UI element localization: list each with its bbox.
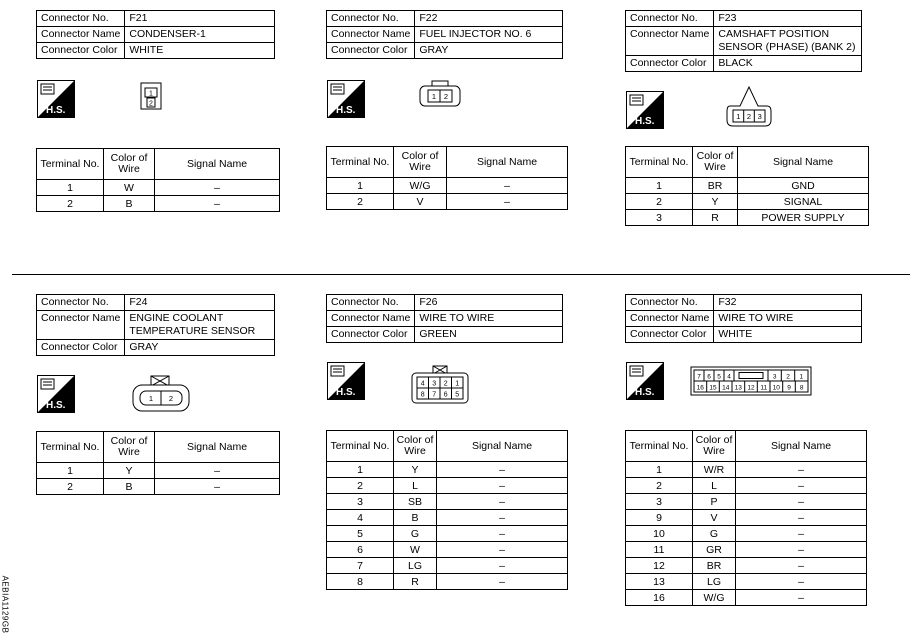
color-of-wire-header: Color of Wire xyxy=(104,149,155,180)
pin-label: 4 xyxy=(727,373,731,381)
terminal-cell: 13 xyxy=(626,574,693,590)
pin-label: 10 xyxy=(772,384,780,392)
pin-label: 1 xyxy=(455,380,460,388)
wire-color-cell: GR xyxy=(693,542,736,558)
wire-color-cell: G xyxy=(394,526,437,542)
wire-color-cell: BR xyxy=(693,558,736,574)
connector-name-value: CONDENSER-1 xyxy=(125,27,275,43)
terminal-cell: 4 xyxy=(327,510,394,526)
wire-color-cell: LG xyxy=(693,574,736,590)
connector-name-line: SENSOR (PHASE) (BANK 2) xyxy=(718,41,856,53)
wire-color-cell: R xyxy=(394,574,437,590)
pin-label: 2 xyxy=(443,92,449,101)
connector-info-table xyxy=(326,294,563,343)
table-row xyxy=(327,194,568,210)
wire-color-cell: Y xyxy=(394,462,437,478)
terminal-cell: 1 xyxy=(37,463,104,479)
signal-name-header: Signal Name xyxy=(155,432,280,463)
terminal-cell: 5 xyxy=(327,526,394,542)
connector-f32 xyxy=(625,294,862,343)
connector-f22 xyxy=(326,10,563,59)
terminal-cell: 8 xyxy=(327,574,394,590)
table-row xyxy=(327,462,568,478)
connector-no-label: Connector No. xyxy=(626,11,714,27)
connector-color-label: Connector Color xyxy=(626,56,714,72)
wire-color-cell: W xyxy=(394,542,437,558)
signal-name-header: Signal Name xyxy=(738,147,869,178)
pin-label: 3 xyxy=(432,380,437,388)
terminal-table-f23 xyxy=(625,146,869,226)
terminal-cell: 12 xyxy=(626,558,693,574)
wire-color-cell: BR xyxy=(693,178,738,194)
connector-name-value: FUEL INJECTOR NO. 6 xyxy=(415,27,563,43)
terminal-cell: 3 xyxy=(626,494,693,510)
connector-f22-diagram xyxy=(418,80,462,108)
signal-cell: – xyxy=(736,510,867,526)
wire-color-cell: P xyxy=(693,494,736,510)
pin-label: 7 xyxy=(697,373,701,381)
wire-color-cell: V xyxy=(394,194,447,210)
table-row xyxy=(626,210,869,226)
connector-f21-diagram xyxy=(138,82,164,110)
connector-no-label: Connector No. xyxy=(37,11,125,27)
table-row xyxy=(327,494,568,510)
terminal-cell: 3 xyxy=(626,210,693,226)
connector-no-value: F23 xyxy=(714,11,862,27)
connector-no-value: F24 xyxy=(125,295,275,311)
wire-color-cell: B xyxy=(394,510,437,526)
table-row xyxy=(327,478,568,494)
pin-label: 12 xyxy=(747,384,755,392)
connector-no-label: Connector No. xyxy=(37,295,125,311)
table-row xyxy=(37,196,280,212)
connector-color-value: WHITE xyxy=(125,43,275,59)
color-of-wire-header: Color of Wire xyxy=(693,431,736,462)
harness-side-icon xyxy=(37,375,75,413)
signal-cell: POWER SUPPLY xyxy=(738,210,869,226)
table-row xyxy=(327,178,568,194)
connector-info-table xyxy=(625,294,862,343)
pin-label: 2 xyxy=(746,112,752,121)
pin-label: 3 xyxy=(772,373,777,381)
signal-cell: – xyxy=(736,494,867,510)
signal-cell: – xyxy=(437,494,568,510)
signal-name-header: Signal Name xyxy=(447,147,568,178)
connector-f26 xyxy=(326,294,563,343)
connector-color-value: GRAY xyxy=(415,43,563,59)
signal-cell: – xyxy=(437,462,568,478)
pin-label: 2 xyxy=(786,373,790,381)
signal-name-header: Signal Name xyxy=(155,149,280,180)
pin-label: 16 xyxy=(696,384,704,392)
connector-name-label: Connector Name xyxy=(37,311,125,340)
terminal-no-header: Terminal No. xyxy=(37,149,104,180)
figure-code: AEBIA1129GB xyxy=(0,575,10,634)
pin-label: 2 xyxy=(443,380,448,388)
terminal-cell: 11 xyxy=(626,542,693,558)
table-row xyxy=(327,542,568,558)
connector-name-line: TEMPERATURE SENSOR xyxy=(129,325,256,337)
connector-color-label: Connector Color xyxy=(37,43,125,59)
pin-label: 9 xyxy=(787,384,791,392)
pin-label: 1 xyxy=(799,373,804,381)
terminal-cell: 2 xyxy=(626,478,693,494)
signal-cell: – xyxy=(437,478,568,494)
wire-color-cell: W/R xyxy=(693,462,736,478)
connector-no-value: F32 xyxy=(714,295,862,311)
pin-label: 6 xyxy=(707,373,711,381)
pin-label: 15 xyxy=(709,384,717,392)
pin-label: 1 xyxy=(736,112,741,121)
table-row xyxy=(327,526,568,542)
pin-label: 3 xyxy=(757,112,762,121)
table-row xyxy=(626,590,867,606)
wire-color-cell: B xyxy=(104,479,155,495)
terminal-no-header: Terminal No. xyxy=(327,147,394,178)
terminal-cell: 1 xyxy=(626,178,693,194)
terminal-no-header: Terminal No. xyxy=(37,432,104,463)
terminal-table xyxy=(625,430,867,606)
connector-name-label: Connector Name xyxy=(327,27,415,43)
signal-cell: – xyxy=(736,526,867,542)
pin-label: 8 xyxy=(420,391,425,399)
signal-cell: – xyxy=(736,462,867,478)
table-row xyxy=(327,574,568,590)
connector-name-value xyxy=(125,311,275,340)
terminal-table-f26 xyxy=(326,430,568,590)
signal-name-header: Signal Name xyxy=(736,431,867,462)
connector-info-table xyxy=(326,10,563,59)
pin-label: 6 xyxy=(443,391,448,399)
wire-color-cell: Y xyxy=(104,463,155,479)
signal-cell: – xyxy=(736,590,867,606)
pin-label: 13 xyxy=(734,384,742,392)
hs-label: H.S. xyxy=(46,105,66,116)
wire-color-cell: L xyxy=(693,478,736,494)
signal-cell: – xyxy=(447,178,568,194)
wire-color-cell: SB xyxy=(394,494,437,510)
pin-label: 1 xyxy=(149,90,153,98)
connector-name-label: Connector Name xyxy=(626,311,714,327)
hs-label: H.S. xyxy=(336,387,356,398)
signal-cell: – xyxy=(437,574,568,590)
connector-name-line: ENGINE COOLANT xyxy=(129,312,224,324)
connector-no-label: Connector No. xyxy=(327,11,415,27)
signal-cell: SIGNAL xyxy=(738,194,869,210)
connector-color-value: WHITE xyxy=(714,327,862,343)
wire-color-cell: V xyxy=(693,510,736,526)
harness-side-icon xyxy=(626,91,664,129)
pin-label: 2 xyxy=(149,100,153,108)
wire-color-cell: W/G xyxy=(693,590,736,606)
connector-color-label: Connector Color xyxy=(37,340,125,356)
connector-info-table xyxy=(36,294,275,356)
color-of-wire-header: Color of Wire xyxy=(693,147,738,178)
terminal-table xyxy=(36,431,280,495)
signal-cell: – xyxy=(155,196,280,212)
terminal-table-f32 xyxy=(625,430,867,606)
section-divider xyxy=(12,274,910,275)
table-row xyxy=(626,510,867,526)
connector-f26-diagram xyxy=(410,365,470,405)
terminal-cell: 1 xyxy=(327,178,394,194)
color-of-wire-header: Color of Wire xyxy=(394,147,447,178)
table-row xyxy=(327,558,568,574)
table-row xyxy=(37,463,280,479)
connector-info-table xyxy=(36,10,275,59)
signal-cell: – xyxy=(736,542,867,558)
color-of-wire-header: Color of Wire xyxy=(104,432,155,463)
terminal-cell: 2 xyxy=(37,479,104,495)
pin-label: 1 xyxy=(148,394,154,403)
terminal-cell: 3 xyxy=(327,494,394,510)
connector-f24 xyxy=(36,294,275,356)
connector-name-label: Connector Name xyxy=(626,27,714,56)
table-row xyxy=(626,574,867,590)
pin-label: 2 xyxy=(168,394,174,403)
terminal-table xyxy=(36,148,280,212)
table-row xyxy=(626,558,867,574)
terminal-table-f22 xyxy=(326,146,568,210)
connector-f23 xyxy=(625,10,862,72)
signal-cell: – xyxy=(155,479,280,495)
signal-cell: – xyxy=(736,478,867,494)
connector-color-label: Connector Color xyxy=(626,327,714,343)
hs-label: H.S. xyxy=(46,400,66,411)
signal-cell: – xyxy=(437,526,568,542)
connector-name-label: Connector Name xyxy=(37,27,125,43)
harness-side-icon xyxy=(327,80,365,118)
terminal-cell: 2 xyxy=(626,194,693,210)
harness-side-icon xyxy=(626,362,664,400)
connector-color-value: GRAY xyxy=(125,340,275,356)
table-row xyxy=(626,194,869,210)
terminal-table xyxy=(625,146,869,226)
terminal-cell: 10 xyxy=(626,526,693,542)
terminal-cell: 2 xyxy=(327,194,394,210)
terminal-cell: 7 xyxy=(327,558,394,574)
connector-f21 xyxy=(36,10,275,59)
connector-name-value: WIRE TO WIRE xyxy=(415,311,563,327)
terminal-cell: 16 xyxy=(626,590,693,606)
table-row xyxy=(626,542,867,558)
harness-side-icon xyxy=(327,362,365,400)
connector-no-value: F22 xyxy=(415,11,563,27)
pin-label: 7 xyxy=(432,391,437,399)
wire-color-cell: L xyxy=(394,478,437,494)
terminal-no-header: Terminal No. xyxy=(626,431,693,462)
signal-cell: – xyxy=(437,542,568,558)
terminal-cell: 2 xyxy=(37,196,104,212)
terminal-cell: 6 xyxy=(327,542,394,558)
wire-color-cell: B xyxy=(104,196,155,212)
pin-label: 8 xyxy=(799,384,804,392)
connector-no-label: Connector No. xyxy=(626,295,714,311)
signal-cell: – xyxy=(447,194,568,210)
color-of-wire-header: Color of Wire xyxy=(394,431,437,462)
hs-label: H.S. xyxy=(635,116,655,127)
table-row xyxy=(626,478,867,494)
connector-color-label: Connector Color xyxy=(327,327,415,343)
terminal-cell: 9 xyxy=(626,510,693,526)
terminal-cell: 1 xyxy=(626,462,693,478)
table-row xyxy=(626,494,867,510)
wire-color-cell: G xyxy=(693,526,736,542)
terminal-table-f24 xyxy=(36,431,280,495)
hs-label: H.S. xyxy=(635,387,655,398)
signal-cell: – xyxy=(437,510,568,526)
pin-label: 4 xyxy=(420,380,425,388)
connector-name-value: WIRE TO WIRE xyxy=(714,311,862,327)
wire-color-cell: W xyxy=(104,180,155,196)
harness-side-icon xyxy=(37,80,75,118)
table-row xyxy=(626,178,869,194)
signal-cell: – xyxy=(736,574,867,590)
pin-label: 1 xyxy=(431,92,437,101)
connector-f23-diagram xyxy=(725,86,773,128)
pin-label: 5 xyxy=(717,373,721,381)
connector-name-label: Connector Name xyxy=(327,311,415,327)
signal-cell: – xyxy=(437,558,568,574)
hs-label: H.S. xyxy=(336,105,356,116)
terminal-table xyxy=(326,146,568,210)
connector-no-value: F21 xyxy=(125,11,275,27)
pin-label: 5 xyxy=(455,391,460,399)
terminal-no-header: Terminal No. xyxy=(327,431,394,462)
pin-label: 11 xyxy=(760,384,768,392)
terminal-no-header: Terminal No. xyxy=(626,147,693,178)
wire-color-cell: W/G xyxy=(394,178,447,194)
terminal-table xyxy=(326,430,568,590)
connector-no-label: Connector No. xyxy=(327,295,415,311)
connector-name-value xyxy=(714,27,862,56)
signal-name-header: Signal Name xyxy=(437,431,568,462)
terminal-cell: 1 xyxy=(327,462,394,478)
signal-cell: – xyxy=(736,558,867,574)
connector-f32-diagram xyxy=(690,366,812,396)
table-row xyxy=(327,510,568,526)
terminal-cell: 2 xyxy=(327,478,394,494)
pin-label: 14 xyxy=(722,384,730,392)
terminal-table-f21 xyxy=(36,148,280,212)
wire-color-cell: R xyxy=(693,210,738,226)
connector-color-value: GREEN xyxy=(415,327,563,343)
connector-color-value: BLACK xyxy=(714,56,862,72)
wire-color-cell: Y xyxy=(693,194,738,210)
signal-cell: GND xyxy=(738,178,869,194)
table-row xyxy=(37,180,280,196)
signal-cell: – xyxy=(155,180,280,196)
signal-cell: – xyxy=(155,463,280,479)
connector-name-line: CAMSHAFT POSITION xyxy=(718,28,830,40)
connector-color-label: Connector Color xyxy=(327,43,415,59)
connector-no-value: F26 xyxy=(415,295,563,311)
connector-f24-diagram xyxy=(131,375,191,413)
table-row xyxy=(626,526,867,542)
wire-color-cell: LG xyxy=(394,558,437,574)
connector-info-table xyxy=(625,10,862,72)
terminal-cell: 1 xyxy=(37,180,104,196)
table-row xyxy=(626,462,867,478)
table-row xyxy=(37,479,280,495)
